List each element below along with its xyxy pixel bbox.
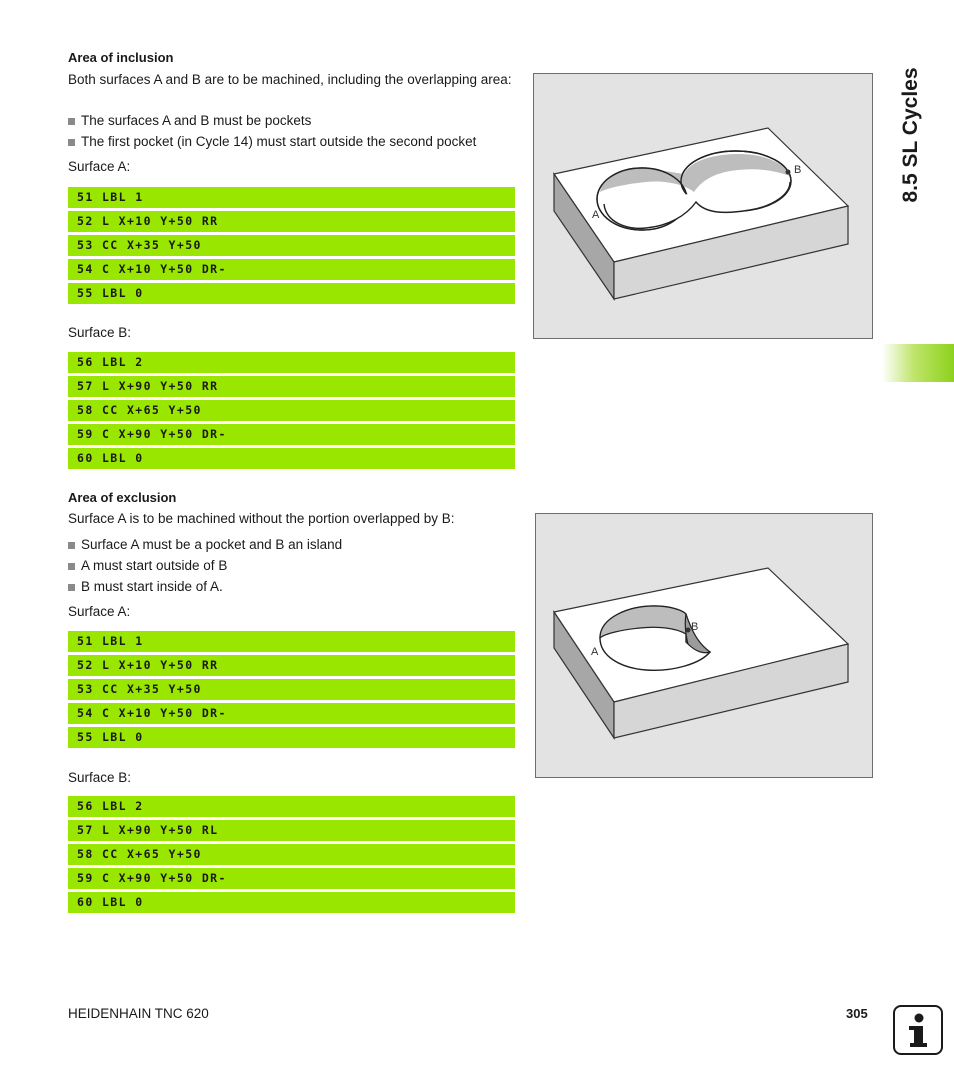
figure-label-a: A <box>592 209 600 221</box>
info-glyph <box>895 1007 941 1053</box>
info-icon <box>893 1005 943 1055</box>
inclusion-surface-b-label: Surface B: <box>68 325 132 340</box>
bullet-square-icon <box>68 584 75 591</box>
code-line: 60 LBL 0 <box>68 892 515 913</box>
code-line: 57 L X+90 Y+50 RR <box>68 376 515 397</box>
code-line: 51 LBL 1 <box>68 631 515 652</box>
inclusion-illustration <box>534 74 872 338</box>
code-line: 53 CC X+35 Y+50 <box>68 235 515 256</box>
code-line: 58 CC X+65 Y+50 <box>68 844 515 865</box>
code-line: 60 LBL 0 <box>68 448 515 469</box>
exclusion-surface-a-label: Surface A: <box>68 604 131 619</box>
exclusion-bullet-2: A must start outside of B <box>68 558 227 574</box>
exclusion-surface-b-label: Surface B: <box>68 770 132 785</box>
code-line: 56 LBL 2 <box>68 352 515 373</box>
code-line: 52 L X+10 Y+50 RR <box>68 211 515 232</box>
chapter-title: 8.5 SL Cycles <box>899 67 922 203</box>
exclusion-bullet-3: B must start inside of A. <box>68 579 223 595</box>
inclusion-bullet-2: The first pocket (in Cycle 14) must start outside the second pocket <box>68 134 476 150</box>
figure-label-b: B <box>794 164 802 176</box>
code-line: 52 L X+10 Y+50 RR <box>68 655 515 676</box>
code-line: 54 C X+10 Y+50 DR- <box>68 259 515 280</box>
code-line: 57 L X+90 Y+50 RL <box>68 820 515 841</box>
inclusion-surface-a-label: Surface A: <box>68 159 131 174</box>
figure-label-a: A <box>591 646 599 658</box>
code-line: 59 C X+90 Y+50 DR- <box>68 424 515 445</box>
code-line: 55 LBL 0 <box>68 283 515 304</box>
code-line: 54 C X+10 Y+50 DR- <box>68 703 515 724</box>
inclusion-bullet-1: The surfaces A and B must be pockets <box>68 113 311 129</box>
chapter-tab-marker <box>882 344 954 382</box>
code-line: 58 CC X+65 Y+50 <box>68 400 515 421</box>
code-line: 56 LBL 2 <box>68 796 515 817</box>
figure-label-b: B <box>691 621 699 633</box>
exclusion-bullet-1: Surface A must be a pocket and B an island <box>68 537 342 553</box>
inclusion-intro: Both surfaces A and B are to be machined, including the overlapping area: <box>68 72 512 87</box>
page-number: 305 <box>846 1006 868 1021</box>
code-line: 51 LBL 1 <box>68 187 515 208</box>
code-line: 59 C X+90 Y+50 DR- <box>68 868 515 889</box>
exclusion-illustration <box>536 514 872 777</box>
exclusion-figure <box>535 513 873 778</box>
bullet-square-icon <box>68 118 75 125</box>
code-line: 53 CC X+35 Y+50 <box>68 679 515 700</box>
exclusion-heading: Area of exclusion <box>68 490 177 505</box>
bullet-square-icon <box>68 563 75 570</box>
bullet-square-icon <box>68 139 75 146</box>
bullet-square-icon <box>68 542 75 549</box>
inclusion-heading: Area of inclusion <box>68 50 174 65</box>
code-line: 55 LBL 0 <box>68 727 515 748</box>
footer-manual-name: HEIDENHAIN TNC 620 <box>68 1006 209 1021</box>
exclusion-intro: Surface A is to be machined without the portion overlapped by B: <box>68 511 455 526</box>
inclusion-figure <box>533 73 873 339</box>
